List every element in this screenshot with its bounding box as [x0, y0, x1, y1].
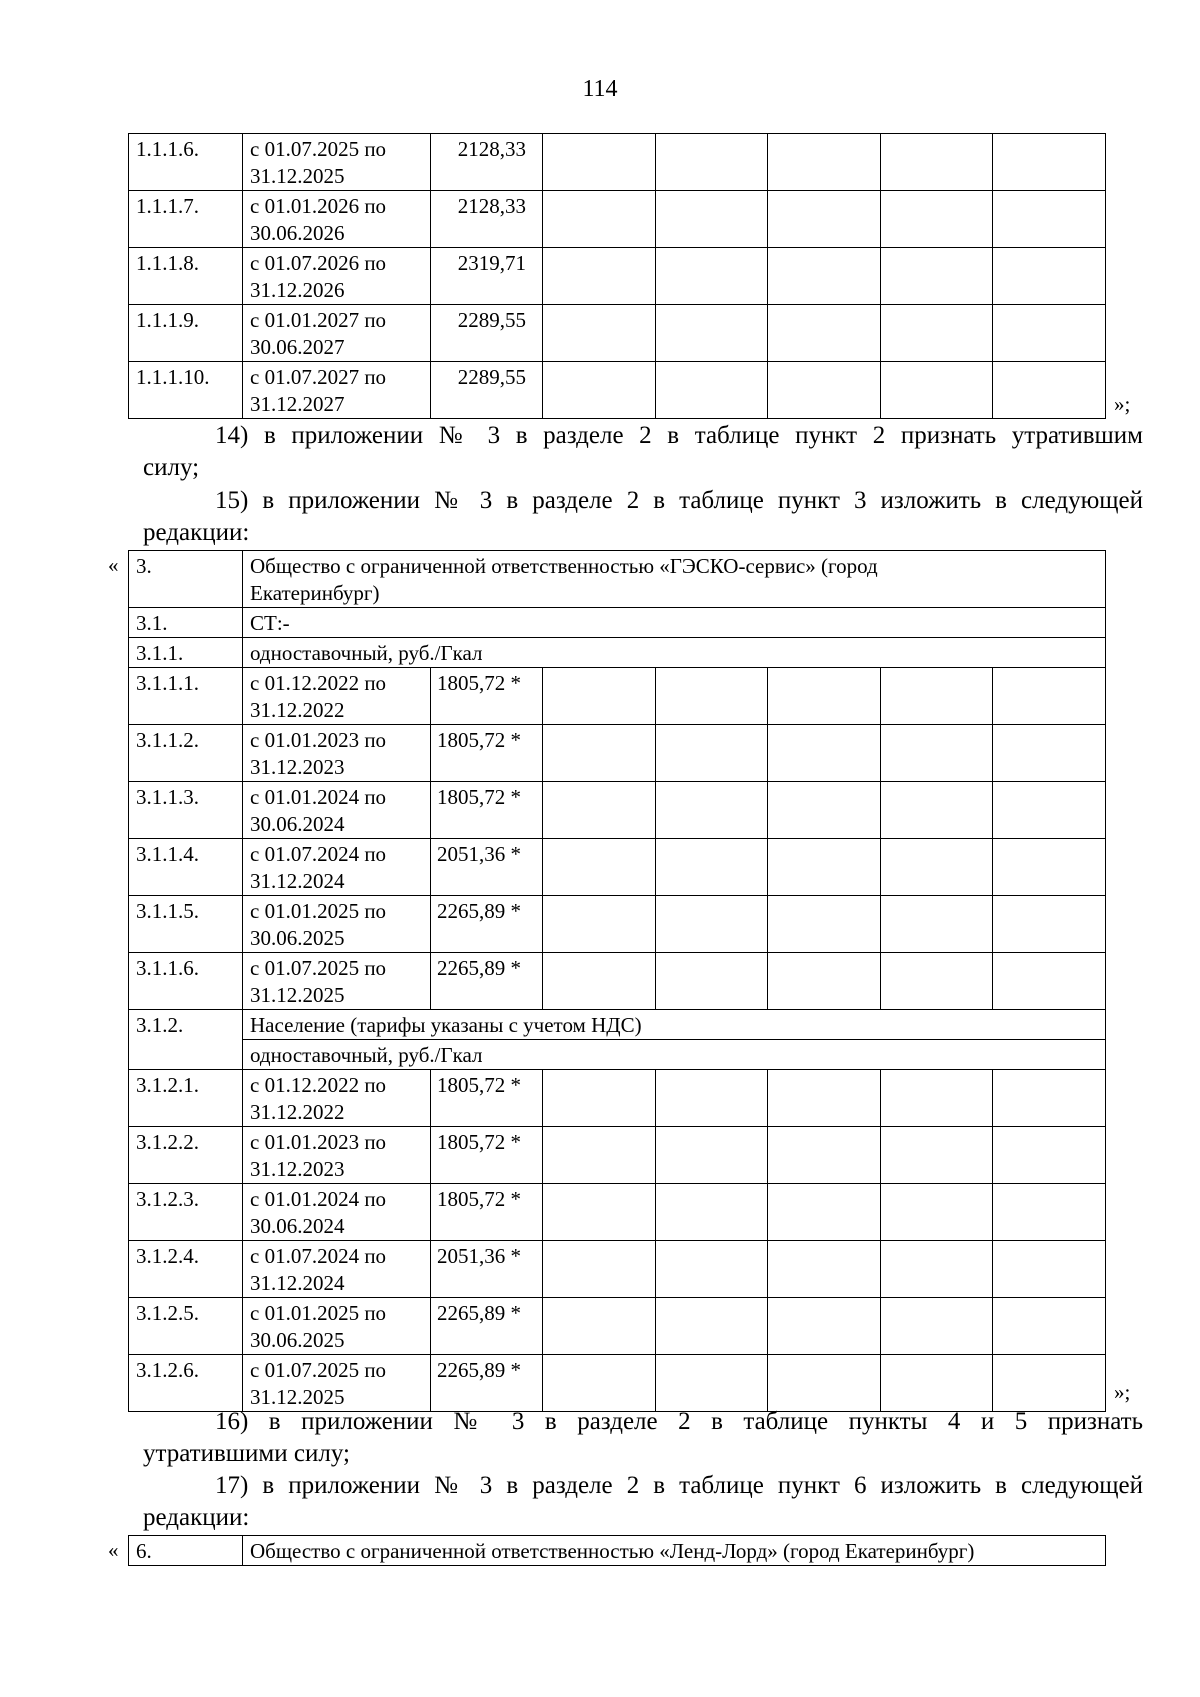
empty-cell: [881, 839, 993, 896]
empty-cell: [993, 668, 1106, 725]
period-end: 30.06.2025: [250, 1328, 345, 1352]
row-value: 2289,55: [431, 362, 543, 419]
row-value: 2265,89 *: [431, 1298, 543, 1355]
period-start: с 01.01.2024 по: [250, 1187, 387, 1211]
tariff-table-2: [128, 550, 1106, 1412]
row-value: 2128,33: [431, 191, 543, 248]
row-period: [243, 134, 431, 191]
empty-cell: [656, 1241, 768, 1298]
tariff-table-3: [128, 1535, 1106, 1566]
empty-cell: [881, 1184, 993, 1241]
empty-cell: [881, 668, 993, 725]
tariff-row: [129, 362, 1106, 419]
empty-cell: [656, 668, 768, 725]
empty-cell: [768, 305, 881, 362]
row-value: 2265,89 *: [431, 1355, 543, 1412]
period-start: с 01.07.2024 по: [250, 1244, 387, 1268]
empty-cell: [881, 725, 993, 782]
tariff-row: [129, 248, 1106, 305]
empty-cell: [993, 953, 1106, 1010]
empty-cell: [993, 839, 1106, 896]
empty-cell: [656, 1184, 768, 1241]
period-end: 31.12.2025: [250, 1385, 345, 1409]
paragraph-15: [143, 485, 1143, 549]
closing-quote-2: »;: [1114, 1380, 1131, 1404]
row-value: 2128,33: [431, 134, 543, 191]
org-code: 3.: [129, 551, 243, 608]
empty-cell: [543, 1355, 656, 1412]
paragraph-14-line-1: 14) в приложении № 3 в разделе 2 в таблице пункт 2 признать утратившим: [215, 422, 1143, 449]
row-period: [243, 1298, 431, 1355]
tariff-row: [129, 1184, 1106, 1241]
period-start: с 01.01.2025 по: [250, 1301, 387, 1325]
empty-cell: [543, 953, 656, 1010]
period-start: с 01.07.2027 по: [250, 365, 387, 389]
row-code: 3.1.1.4.: [129, 839, 243, 896]
empty-cell: [993, 1070, 1106, 1127]
period-end: 31.12.2022: [250, 698, 345, 722]
empty-cell: [993, 896, 1106, 953]
empty-cell: [881, 1127, 993, 1184]
row-value: 1805,72 *: [431, 668, 543, 725]
empty-cell: [543, 134, 656, 191]
empty-cell: [993, 1298, 1106, 1355]
row-value: 1805,72 *: [431, 725, 543, 782]
one-rate-label: одноставочный, руб./Гкал: [243, 638, 1106, 668]
one-rate-row: [129, 638, 1106, 668]
row-period: [243, 839, 431, 896]
opening-quote-3: «: [108, 1538, 119, 1562]
period-end: 30.06.2024: [250, 1214, 345, 1238]
period-start: с 01.07.2026 по: [250, 251, 387, 275]
tariff-row: [129, 896, 1106, 953]
empty-cell: [768, 1127, 881, 1184]
empty-cell: [768, 248, 881, 305]
paragraph-14-line-2: силу;: [143, 454, 200, 481]
page-number: 114: [582, 76, 618, 102]
row-code: 3.1.1.2.: [129, 725, 243, 782]
period-end: 31.12.2022: [250, 1100, 345, 1124]
empty-cell: [993, 248, 1106, 305]
empty-cell: [768, 1070, 881, 1127]
tariff-row: [129, 305, 1106, 362]
row-code: 3.1.1.6.: [129, 953, 243, 1010]
tariff-row: [129, 782, 1106, 839]
row-period: [243, 191, 431, 248]
empty-cell: [993, 725, 1106, 782]
empty-cell: [543, 782, 656, 839]
empty-cell: [768, 1184, 881, 1241]
row-period: [243, 362, 431, 419]
period-start: с 01.07.2024 по: [250, 842, 387, 866]
closing-quote-1: »;: [1114, 392, 1131, 416]
empty-cell: [656, 1127, 768, 1184]
row-period: [243, 1355, 431, 1412]
paragraph-15-line-1: 15) в приложении № 3 в разделе 2 в таблице пункт 3 изложить в следующей: [215, 487, 1143, 514]
paragraph-16-line-2: утратившими силу;: [143, 1440, 350, 1467]
empty-cell: [768, 896, 881, 953]
empty-cell: [543, 191, 656, 248]
empty-cell: [543, 1184, 656, 1241]
period-end: 31.12.2024: [250, 1271, 345, 1295]
paragraph-16-line-1: 16) в приложении № 3 в разделе 2 в таблице пункты 4 и 5 признать: [215, 1408, 1143, 1435]
empty-cell: [543, 1241, 656, 1298]
row-value: 1805,72 *: [431, 1070, 543, 1127]
row-period: [243, 1127, 431, 1184]
period-start: с 01.12.2022 по: [250, 1073, 387, 1097]
tariff-row: [129, 1355, 1106, 1412]
empty-cell: [768, 191, 881, 248]
empty-cell: [881, 896, 993, 953]
empty-cell: [993, 782, 1106, 839]
population-code: 3.1.2.: [129, 1010, 243, 1070]
paragraph-14: [143, 420, 1143, 484]
empty-cell: [543, 248, 656, 305]
row-period: [243, 1241, 431, 1298]
row-value: 1805,72 *: [431, 782, 543, 839]
empty-cell: [543, 1127, 656, 1184]
empty-cell: [543, 1070, 656, 1127]
empty-cell: [881, 248, 993, 305]
empty-cell: [656, 191, 768, 248]
row-period: [243, 248, 431, 305]
empty-cell: [543, 362, 656, 419]
row-code: 3.1.2.3.: [129, 1184, 243, 1241]
empty-cell: [768, 725, 881, 782]
tariff-row: [129, 134, 1106, 191]
row-code: 3.1.2.4.: [129, 1241, 243, 1298]
population-one-rate-label: одноставочный, руб./Гкал: [243, 1040, 1106, 1070]
period-start: с 01.01.2023 по: [250, 728, 387, 752]
empty-cell: [656, 896, 768, 953]
empty-cell: [656, 1298, 768, 1355]
period-start: с 01.01.2023 по: [250, 1130, 387, 1154]
empty-cell: [881, 305, 993, 362]
paragraph-17-line-2: редакции:: [143, 1504, 250, 1531]
row-code: 3.1.2.6.: [129, 1355, 243, 1412]
empty-cell: [768, 782, 881, 839]
tariff-row: [129, 725, 1106, 782]
period-end: 30.06.2024: [250, 812, 345, 836]
one-rate-code: 3.1.1.: [129, 638, 243, 668]
empty-cell: [656, 725, 768, 782]
org-name-line-2: Екатеринбург): [250, 581, 380, 605]
empty-cell: [768, 1355, 881, 1412]
empty-cell: [993, 1355, 1106, 1412]
empty-cell: [656, 1070, 768, 1127]
empty-cell: [768, 953, 881, 1010]
empty-cell: [656, 1355, 768, 1412]
empty-cell: [543, 896, 656, 953]
tariff-row: [129, 953, 1106, 1010]
empty-cell: [656, 839, 768, 896]
row-value: 2265,89 *: [431, 953, 543, 1010]
paragraph-16: [143, 1406, 1143, 1470]
paragraph-17-line-1: 17) в приложении № 3 в разделе 2 в таблице пункт 6 изложить в следующей: [215, 1472, 1143, 1499]
empty-cell: [768, 839, 881, 896]
empty-cell: [993, 1241, 1106, 1298]
st-label: СТ:-: [243, 608, 1106, 638]
empty-cell: [881, 1070, 993, 1127]
row-code: 3.1.1.5.: [129, 896, 243, 953]
row-value: 1805,72 *: [431, 1184, 543, 1241]
empty-cell: [881, 134, 993, 191]
row-code: 1.1.1.10.: [129, 362, 243, 419]
empty-cell: [656, 248, 768, 305]
row-period: [243, 896, 431, 953]
empty-cell: [768, 1241, 881, 1298]
row-period: [243, 1070, 431, 1127]
empty-cell: [993, 191, 1106, 248]
empty-cell: [881, 191, 993, 248]
empty-cell: [543, 839, 656, 896]
org-row: [129, 551, 1106, 608]
row-period: [243, 668, 431, 725]
tariff-table-1: [128, 133, 1106, 419]
tariff-row: [129, 191, 1106, 248]
empty-cell: [656, 782, 768, 839]
period-end: 30.06.2025: [250, 926, 345, 950]
empty-cell: [993, 1127, 1106, 1184]
period-start: с 01.07.2025 по: [250, 1358, 387, 1382]
empty-cell: [881, 1355, 993, 1412]
opening-quote-2: «: [108, 553, 119, 577]
tariff-row: [129, 1127, 1106, 1184]
period-start: с 01.01.2026 по: [250, 194, 387, 218]
period-start: с 01.07.2025 по: [250, 137, 387, 161]
org-name: [243, 551, 1106, 608]
period-start: с 01.01.2025 по: [250, 899, 387, 923]
empty-cell: [543, 725, 656, 782]
empty-cell: [993, 362, 1106, 419]
empty-cell: [993, 134, 1106, 191]
row-code: 3.1.2.2.: [129, 1127, 243, 1184]
row-code: 3.1.2.5.: [129, 1298, 243, 1355]
empty-cell: [656, 305, 768, 362]
population-label: Население (тарифы указаны с учетом НДС): [243, 1010, 1106, 1040]
row-value: 1805,72 *: [431, 1127, 543, 1184]
empty-cell: [543, 668, 656, 725]
paragraph-15-line-2: редакции:: [143, 519, 250, 546]
empty-cell: [881, 1241, 993, 1298]
row-period: [243, 953, 431, 1010]
period-start: с 01.01.2024 по: [250, 785, 387, 809]
empty-cell: [656, 362, 768, 419]
population-row: [129, 1010, 1106, 1040]
row-value: 2051,36 *: [431, 1241, 543, 1298]
empty-cell: [993, 1184, 1106, 1241]
period-start: с 01.07.2025 по: [250, 956, 387, 980]
period-end: 31.12.2025: [250, 164, 345, 188]
row-code: 3.1.1.3.: [129, 782, 243, 839]
period-end: 31.12.2025: [250, 983, 345, 1007]
period-end: 31.12.2024: [250, 869, 345, 893]
empty-cell: [768, 362, 881, 419]
empty-cell: [881, 953, 993, 1010]
period-end: 30.06.2027: [250, 335, 345, 359]
period-end: 31.12.2027: [250, 392, 345, 416]
row-code: 1.1.1.9.: [129, 305, 243, 362]
empty-cell: [768, 1298, 881, 1355]
tariff-row: [129, 1070, 1106, 1127]
period-start: с 01.01.2027 по: [250, 308, 387, 332]
tariff-row: [129, 1241, 1106, 1298]
period-end: 31.12.2023: [250, 1157, 345, 1181]
org-code-6: 6.: [129, 1536, 243, 1566]
row-code: 3.1.1.1.: [129, 668, 243, 725]
tariff-row: [129, 839, 1106, 896]
tariff-row: [129, 1298, 1106, 1355]
row-code: 1.1.1.7.: [129, 191, 243, 248]
period-start: с 01.12.2022 по: [250, 671, 387, 695]
row-value: 2265,89 *: [431, 896, 543, 953]
empty-cell: [543, 305, 656, 362]
row-period: [243, 782, 431, 839]
org-name-6: Общество с ограниченной ответственностью «Ленд-Лорд» (город Екатеринбург): [243, 1536, 1106, 1566]
population-one-rate-row: [129, 1040, 1106, 1070]
row-value: 2051,36 *: [431, 839, 543, 896]
paragraph-17: [143, 1470, 1143, 1534]
empty-cell: [656, 134, 768, 191]
row-period: [243, 1184, 431, 1241]
row-period: [243, 725, 431, 782]
empty-cell: [881, 782, 993, 839]
row-code: 3.1.2.1.: [129, 1070, 243, 1127]
org-row-6: [129, 1536, 1106, 1566]
row-value: 2319,71: [431, 248, 543, 305]
empty-cell: [543, 1298, 656, 1355]
empty-cell: [881, 362, 993, 419]
empty-cell: [768, 668, 881, 725]
row-period: [243, 305, 431, 362]
period-end: 30.06.2026: [250, 221, 345, 245]
org-name-line-1: Общество с ограниченной ответственностью «ГЭСКО-сервис» (город: [250, 554, 878, 578]
empty-cell: [656, 953, 768, 1010]
empty-cell: [993, 305, 1106, 362]
empty-cell: [881, 1298, 993, 1355]
row-code: 1.1.1.8.: [129, 248, 243, 305]
row-value: 2289,55: [431, 305, 543, 362]
empty-cell: [768, 134, 881, 191]
st-code: 3.1.: [129, 608, 243, 638]
st-row: [129, 608, 1106, 638]
tariff-row: [129, 668, 1106, 725]
row-code: 1.1.1.6.: [129, 134, 243, 191]
period-end: 31.12.2026: [250, 278, 345, 302]
period-end: 31.12.2023: [250, 755, 345, 779]
